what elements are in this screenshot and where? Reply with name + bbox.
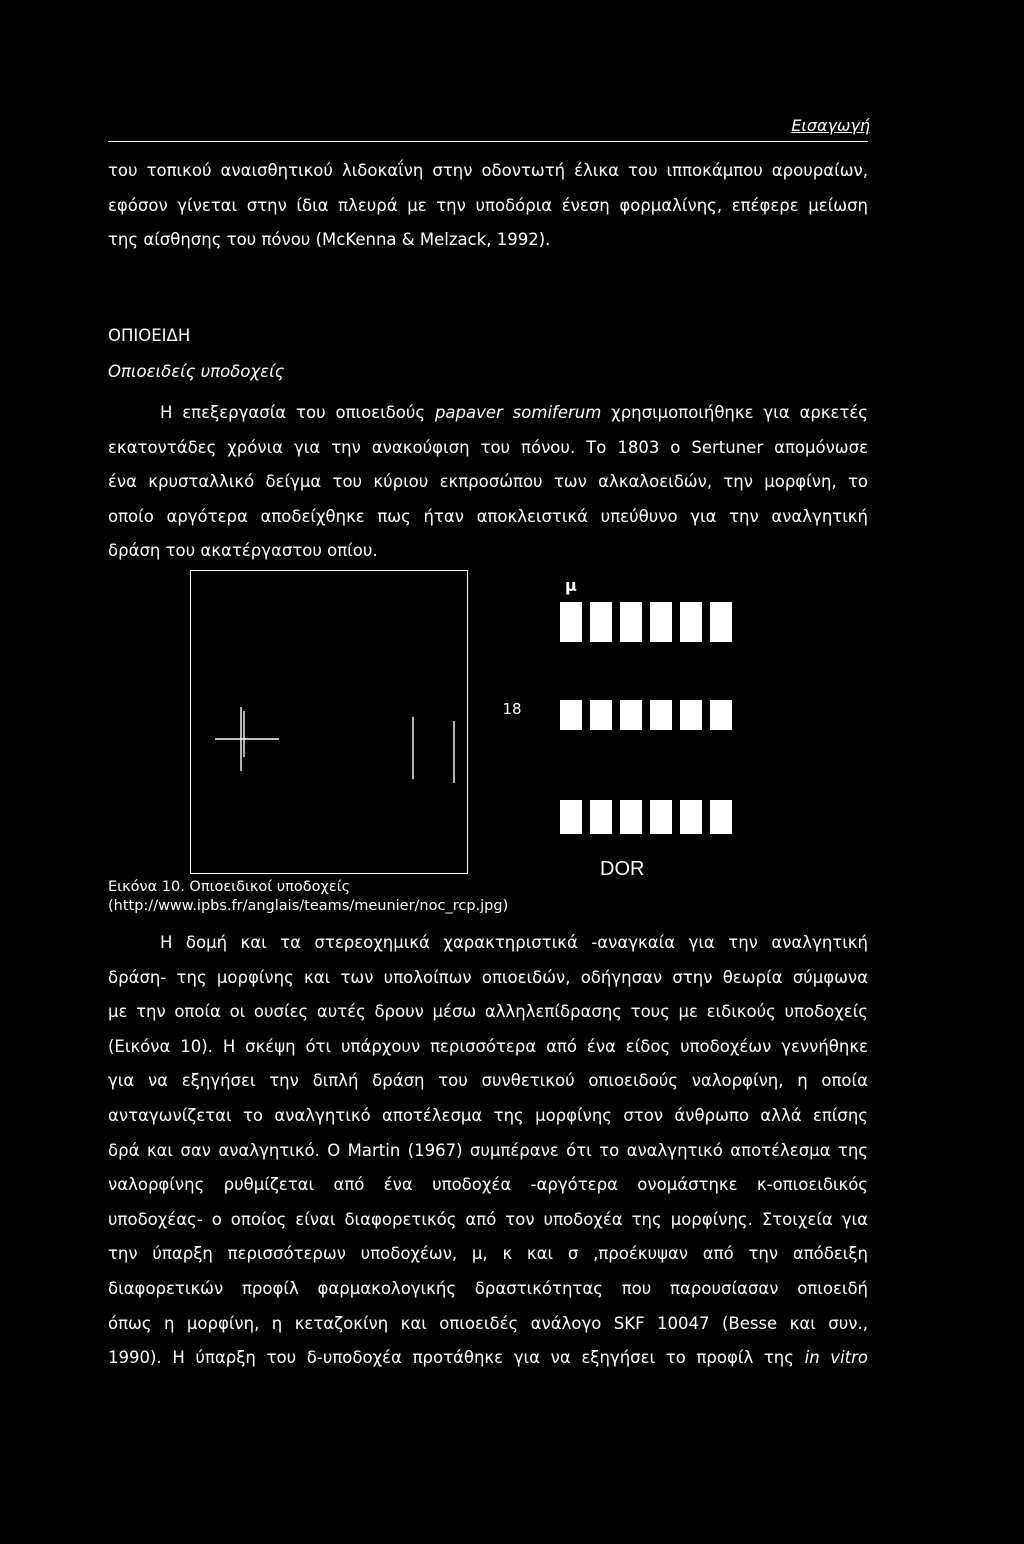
text-line: ένα κρυσταλλικό δείγμα του κύριου εκπροσώπου των αλκαλοειδών, την μορφίνη, το: [108, 472, 868, 492]
text-fragment: Η επεξεργασία του οπιοειδούς: [160, 403, 435, 422]
page-number: 18: [502, 700, 522, 718]
text-fragment: 1990). Η ύπαρξη του δ-υποδοχέα προτάθηκε για να εξηγήσει το προφίλ της: [108, 1348, 805, 1368]
text-line: υποδοχέας- ο οποίος είναι διαφορετικός από τον υποδοχέα της μορφίνης. Στοιχεία για: [108, 1209, 868, 1229]
intro-paragraph: [108, 154, 868, 258]
figure-caption: [108, 878, 508, 916]
text-line: δράση του ακατέργαστου οπίου.: [108, 541, 378, 561]
text-line: [108, 1341, 868, 1376]
text-line: την ύπαρξη περισσότερων υποδοχέων, μ, κ και σ ,προέκυψαν από την απόδειξη: [108, 1244, 868, 1264]
text-line: του τοπικού αναισθητικού λιδοκαΐνη στην οδοντωτή έλικα του ιπποκάμπου αρουραίων,: [108, 161, 868, 180]
text-line: με την οποία οι ουσίες αυτές δρουν μέσω αλληλεπίδρασης τους με ειδικούς υποδοχείς: [108, 1002, 868, 1022]
text-line: [108, 926, 868, 961]
section-subheading: Οπιοειδείς υποδοχείς: [108, 362, 285, 381]
header-rule: [108, 141, 868, 142]
figure-label-dor: DOR: [600, 858, 645, 880]
text-line: όπως η μορφίνη, η κεταζοκίνη και οπιοειδές ανάλογο SKF 10047 (Besse και συν.,: [108, 1313, 868, 1333]
figure-label-mu: μ: [565, 576, 577, 595]
text-line: ανταγωνίζεται το αναλγητικό αποτέλεσμα της μορφίνης στον άνθρωπο αλλά επίσης: [108, 1105, 868, 1125]
text-line: εφόσον γίνεται στην ίδια πλευρά με την υποδόρια ένεση φορμαλίνης, επέφερε μείωση: [108, 195, 868, 215]
text-fragment: Η δομή και τα στερεοχημικά χαρακτηριστικά -αναγκαία για την αναλγητική: [160, 933, 868, 952]
italic-term: papaver somiferum: [434, 403, 602, 422]
italic-term: in vitro: [804, 1348, 869, 1368]
paragraph-1: [108, 396, 868, 569]
text-line: της αίσθησης του πόνου (McKenna & Melzack, 1992).: [108, 230, 551, 250]
text-line: (Εικόνα 10). Η σκέψη ότι υπάρχουν περισσότερα από ένα είδος υποδοχέων γεννήθηκε: [108, 1036, 868, 1056]
text-fragment: χρησιμοποιήθηκε για αρκετές: [601, 403, 868, 422]
text-line: [108, 396, 868, 431]
text-line: δρά και σαν αναλγητικό. Ο Martin (1967) συμπέρανε ότι το αναλγητικό αποτέλεσμα της: [108, 1140, 868, 1160]
text-line: ναλορφίνης ρυθμίζεται από ένα υποδοχέα -αργότερα ονομάστηκε κ-οπιοειδικός: [108, 1175, 868, 1195]
text-line: διαφορετικών προφίλ φαρμακολογικής δραστικότητας που παρουσίασαν οπιοειδή: [108, 1278, 868, 1298]
section-heading: ΟΠΙΟΕΙΔΗ: [108, 326, 191, 345]
running-head: Εισαγωγή: [791, 116, 870, 135]
receptor-blocks: [556, 578, 736, 878]
caption-line: Εικόνα 10. Οπιοειδικοί υποδοχείς: [108, 879, 351, 895]
paragraph-2: [108, 926, 868, 1376]
figure-sketch: [191, 571, 469, 875]
text-line: εκατοντάδες χρόνια για την ανακούφιση του πόνου. Το 1803 ο Sertuner απομόνωσε: [108, 437, 868, 457]
caption-source: (http://www.ipbs.fr/anglais/teams/meunier/noc_rcp.jpg): [108, 898, 509, 914]
text-line: για να εξηγήσει την διπλή δράση του συνθετικού οπιοειδούς ναλορφίνη, η οποία: [108, 1071, 868, 1091]
text-line: δράση- της μορφίνης και των υπολοίπων οπιοειδών, οδήγησαν στην θεωρία σύμφωνα: [108, 967, 868, 987]
text-line: οποίο αργότερα αποδείχθηκε πως ήταν αποκλειστικά υπεύθυνο για την αναλγητική: [108, 506, 868, 526]
figure-panel: [190, 570, 468, 874]
